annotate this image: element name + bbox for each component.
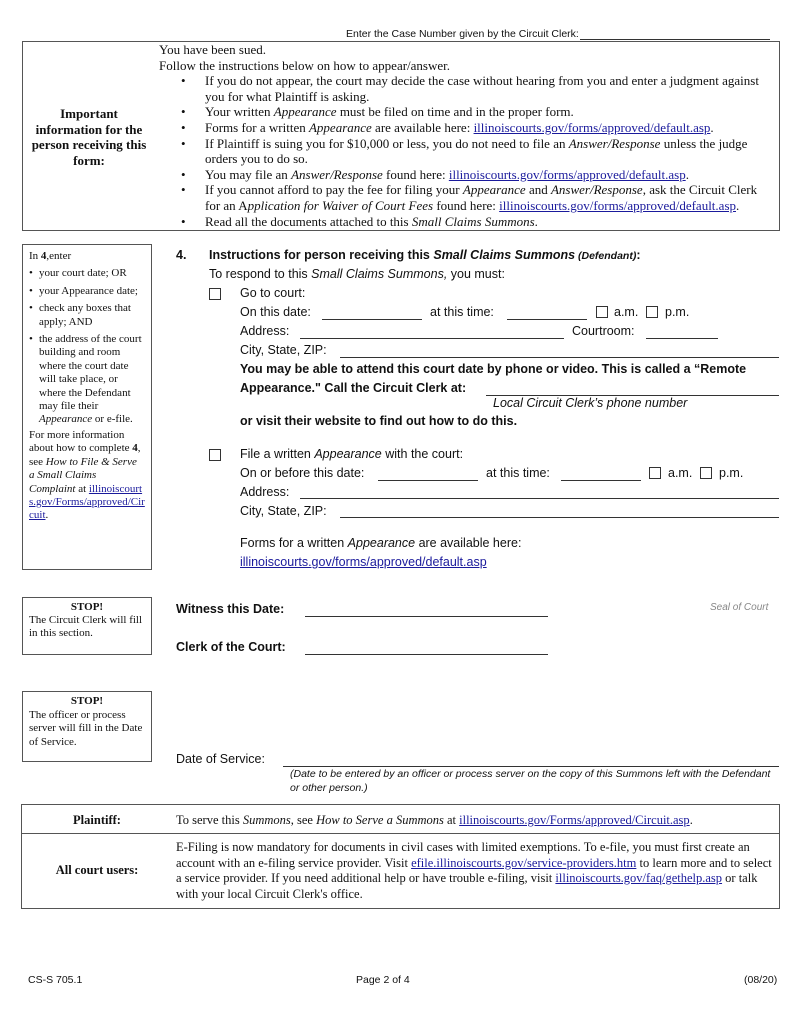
important-side-label: Important information for the person receiving this form: (31, 106, 147, 168)
file-appearance-checkbox[interactable] (209, 449, 221, 461)
clerk-stop-title: STOP! (70, 601, 104, 613)
courtroom-label: Courtroom: (572, 324, 635, 338)
go-to-court-checkbox[interactable] (209, 288, 221, 300)
users-text: E-Filing is now mandatory for documents in civil cases with limited exemptions. To e-file, you must first create an account with an e-filing service provider. Visit efile.illinoiscourts.gov/service-providers.htm to learn more and to select a service provider. If you need additional help or have trouble e-filing, visit illinoiscourts.gov/faq/gethelp.asp or talk with your local Circuit Clerk's office. (176, 840, 772, 901)
file-pm-label: p.m. (719, 466, 744, 480)
date-of-service-field[interactable] (283, 766, 779, 767)
remote-line-3: or visit their website to find out how to do this. (240, 414, 518, 428)
service-stop-box (22, 691, 152, 762)
forms-available-line: Forms for a written Appearance are available here: (240, 536, 522, 550)
court-city-label: City, State, ZIP: (240, 343, 327, 357)
witness-label: Witness this Date: (176, 602, 285, 616)
witness-date-field[interactable] (305, 616, 548, 617)
plaintiff-label: Plaintiff: (73, 813, 121, 827)
sidebar-item: • check any boxes that apply; AND (29, 302, 145, 329)
users-label: All court users: (55, 863, 139, 877)
waiver-link[interactable]: illinoiscourts.gov/forms/approved/default.asp (499, 197, 736, 213)
court-time-field[interactable] (507, 319, 587, 320)
section-title: Instructions for person receiving this Small Claims Summons (Defendant): (209, 248, 641, 262)
service-stop-title: STOP! (70, 695, 104, 707)
court-address-field[interactable] (300, 338, 564, 339)
plaintiff-row-divider (22, 833, 779, 834)
court-am-label: a.m. (614, 305, 639, 319)
bullet-no-appear: • If you do not appear, the court may decide the case without hearing from you and enter a judgment against you for what Plaintiff is asking. (159, 73, 771, 104)
serve-summons-link[interactable]: illinoiscourts.gov/Forms/approved/Circuit.asp (459, 813, 690, 827)
footer-version: (08/20) (744, 974, 778, 986)
go-to-court-label: Go to court: (240, 286, 306, 300)
court-time-label: at this time: (430, 305, 494, 319)
file-pm-checkbox[interactable] (700, 467, 712, 479)
service-note: (Date to be entered by an officer or process server on the copy of this Summons left with the Defendant or other person.) (290, 768, 771, 794)
bullet-appearance: • Your written Appearance must be filed on time and in the proper form. (159, 104, 771, 120)
clerk-label: Clerk of the Court: (176, 640, 286, 654)
file-date-field[interactable] (378, 480, 478, 481)
court-pm-checkbox[interactable] (646, 306, 658, 318)
appearance-forms-link[interactable]: illinoiscourts.gov/forms/approved/default.asp (240, 555, 487, 569)
sued-line: You have been sued. (159, 42, 266, 57)
court-date-field[interactable] (322, 319, 422, 320)
court-pm-label: p.m. (665, 305, 690, 319)
remote-line-1: You may be able to attend this court date by phone or video. This is called a “Remote (240, 362, 747, 376)
seal-of-court-label: Seal of Court (710, 602, 769, 613)
bullet-answer: • You may file an Answer/Response found here: illinoiscourts.gov/forms/approved/default.asp. (159, 167, 771, 183)
file-city-field[interactable] (340, 517, 779, 518)
instructions-line: Follow the instructions below on how to appear/answer. (159, 57, 451, 73)
file-address-label: Address: (240, 485, 290, 499)
bullet-read-docs: • Read all the documents attached to this Small Claims Summons. (159, 214, 771, 230)
court-city-field[interactable] (340, 357, 779, 358)
courtroom-field[interactable] (646, 338, 718, 339)
bottom-table (21, 804, 780, 909)
sidebar-item: • the address of the court building and room where the court date will take place, or where the Defendant may file their Appearance or e-file. (29, 333, 145, 427)
file-appearance-label: File a written Appearance with the court: (240, 447, 464, 461)
section-number: 4. (176, 248, 187, 262)
court-am-checkbox[interactable] (596, 306, 608, 318)
footer-form-id: CS-S 705.1 (28, 974, 83, 986)
remote-line-2: Appearance." Call the Circuit Clerk at: (240, 381, 467, 395)
court-address-label: Address: (240, 324, 290, 338)
sidebar-intro: In 4,enter (29, 250, 72, 262)
answer-link[interactable]: illinoiscourts.gov/forms/approved/default.asp (448, 166, 686, 182)
file-address-field[interactable] (300, 498, 779, 499)
file-time-field[interactable] (561, 480, 641, 481)
file-am-label: a.m. (668, 466, 693, 480)
efile-providers-link[interactable]: efile.illinoiscourts.gov/service-providers.htm (411, 855, 637, 870)
sidebar-item: • your court date; OR (29, 267, 145, 280)
file-date-label: On or before this date: (240, 466, 365, 480)
service-stop-text: The officer or process server will fill in the Date of Service. (29, 708, 143, 748)
respond-line: To respond to this Small Claims Summons, you must: (209, 267, 505, 281)
footer-page-number: Page 2 of 4 (356, 974, 410, 986)
file-time-label: at this time: (486, 466, 550, 480)
court-date-label: On this date: (240, 305, 311, 319)
plaintiff-text: To serve this Summons, see How to Serve a Summons at illinoiscourts.gov/Forms/approved/Circuit.asp. (176, 813, 693, 827)
forms-link[interactable]: illinoiscourts.gov/forms/approved/default.asp (473, 119, 711, 135)
sidebar-item: • your Appearance date; (29, 285, 145, 298)
file-am-checkbox[interactable] (649, 467, 661, 479)
circuit-link[interactable]: illinoiscourts.gov/Forms/approved/Circuit (29, 482, 145, 522)
clerk-stop-box (22, 597, 152, 655)
bullet-10000: • If Plaintiff is suing you for $10,000 or less, you do not need to file an Answer/Response unless the judge orders you to do so. (159, 136, 771, 167)
case-number-label: Enter the Case Number given by the Circuit Clerk: (346, 28, 579, 40)
bullet-forms: • Forms for a written Appearance are available here: illinoiscourts.gov/forms/approved/default.asp. (159, 120, 771, 136)
sidebar-more-info: For more information about how to complete 4, see How to File & Serve a Small Claims Complaint at illinoiscourts.gov/Forms/approved/Circuit. (29, 428, 145, 522)
clerk-of-court-field[interactable] (305, 654, 548, 655)
phone-caption: Local Circuit Clerk’s phone number (493, 396, 688, 410)
file-city-label: City, State, ZIP: (240, 504, 327, 518)
gethelp-link[interactable]: illinoiscourts.gov/faq/gethelp.asp (555, 871, 723, 885)
clerk-stop-text: The Circuit Clerk will fill in this section. (29, 614, 143, 639)
bullet-waiver: • If you cannot afford to pay the fee for filing your Appearance and Answer/Response, ask the Circuit Clerk for an Application for Waiver of Court Fees found here: illinoiscourts.gov/forms/approved/default.asp. (159, 182, 771, 213)
date-of-service-label: Date of Service: (176, 752, 265, 766)
